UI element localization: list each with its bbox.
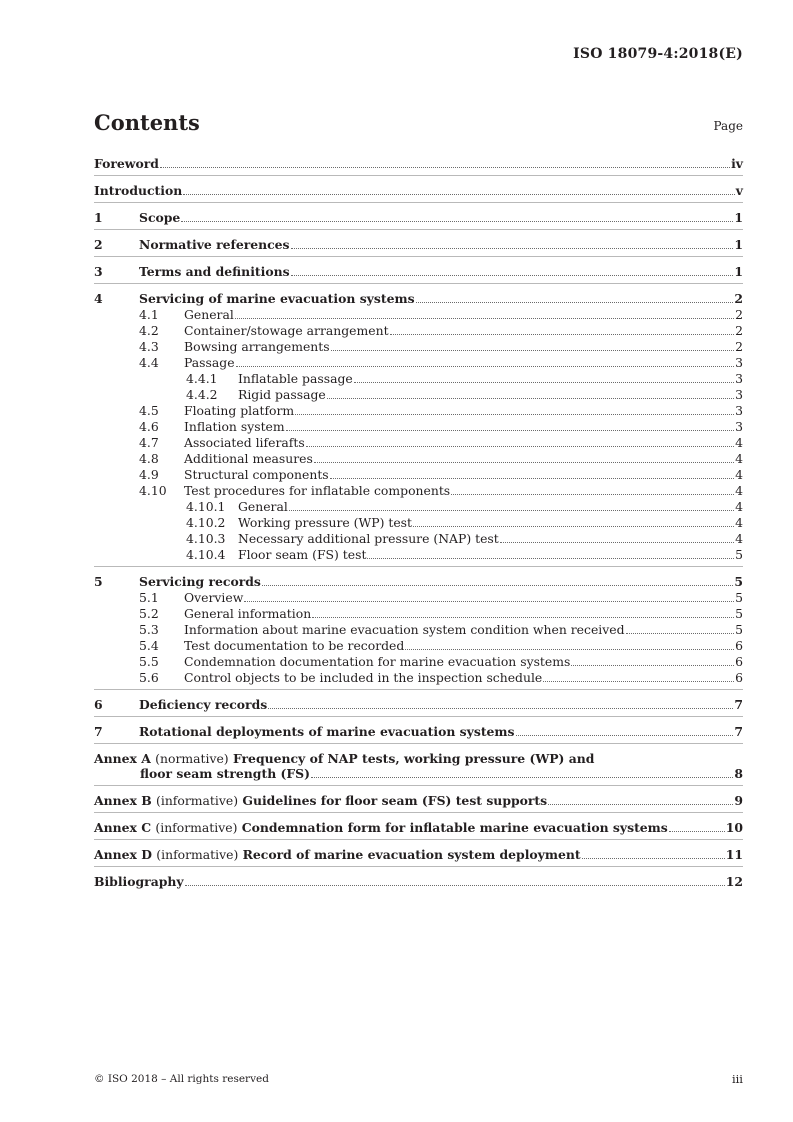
dot-leader: [295, 410, 734, 415]
toc-number: 4.1: [139, 307, 184, 322]
toc-number: 5.5: [139, 654, 184, 669]
toc-title: Normative references: [139, 237, 290, 252]
toc-number: 6: [94, 697, 139, 712]
toc-title: Terms and definitions: [139, 264, 290, 279]
separator: [94, 716, 743, 717]
toc-title: Bibliography: [94, 874, 184, 889]
toc-number: 5: [94, 574, 139, 589]
toc-page: 7: [734, 724, 743, 739]
dot-leader: [543, 677, 734, 682]
toc-page: 5: [735, 547, 743, 562]
toc-title: Scope: [139, 210, 181, 225]
toc-page: 5: [735, 606, 743, 621]
toc-entry-5-4[interactable]: [94, 638, 743, 653]
toc-title: Condemnation documentation for marine evacuation systems: [184, 654, 571, 669]
dot-leader: [306, 442, 734, 447]
toc-title: Overview: [184, 590, 244, 605]
toc-page: 8: [734, 766, 743, 781]
toc-title: Inflatable passage: [238, 371, 353, 386]
annex-label: Annex C: [94, 820, 152, 835]
separator: [94, 866, 743, 867]
toc-number: 5.1: [139, 590, 184, 605]
dot-leader: [354, 378, 734, 383]
toc-title: Deficiency records: [139, 697, 268, 712]
toc-title: General: [238, 499, 288, 514]
toc-title: Necessary additional pressure (NAP) test: [238, 531, 499, 546]
dot-leader: [500, 538, 734, 543]
toc-number: 4.4: [139, 355, 184, 370]
toc-page: 3: [735, 403, 743, 418]
toc-title: Working pressure (WP) test: [238, 515, 413, 530]
dot-leader: [311, 773, 733, 778]
toc-title: [94, 820, 668, 835]
toc-page: 5: [735, 590, 743, 605]
toc-entry-4-6[interactable]: [94, 419, 743, 434]
toc-page: 3: [735, 355, 743, 370]
dot-leader: [582, 854, 725, 859]
toc-number: 5.6: [139, 670, 184, 685]
toc-page: 5: [734, 574, 743, 589]
dot-leader: [331, 346, 735, 351]
toc-number: 3: [94, 264, 139, 279]
toc-title: Rigid passage: [238, 387, 326, 402]
toc-number: 4.3: [139, 339, 184, 354]
toc-entry-4-10-2[interactable]: [94, 515, 743, 530]
toc-number: 4.2: [139, 323, 184, 338]
toc-title: Floating platform: [184, 403, 295, 418]
toc-title: Floor seam (FS) test: [238, 547, 367, 562]
toc-entry-normative-references[interactable]: [94, 237, 743, 252]
dot-leader: [548, 800, 733, 805]
separator: [94, 839, 743, 840]
toc-entry-4-4-1[interactable]: [94, 371, 743, 386]
dot-leader: [312, 613, 734, 618]
toc-page: 4: [735, 515, 743, 530]
toc-page: 1: [734, 237, 743, 252]
toc-entry-4-5[interactable]: [94, 403, 743, 418]
dot-leader: [291, 244, 734, 249]
separator: [94, 566, 743, 567]
toc-entry-4-10-3[interactable]: [94, 531, 743, 546]
toc-number: 4: [94, 291, 139, 306]
toc-page: 6: [735, 670, 743, 685]
separator: [94, 229, 743, 230]
toc-title: Test procedures for inflatable components: [184, 483, 451, 498]
toc-title: Associated liferafts: [184, 435, 305, 450]
toc-page: 10: [725, 820, 743, 835]
dot-leader: [327, 394, 734, 399]
toc-number: 4.10.4: [186, 547, 238, 562]
dot-leader: [571, 661, 734, 666]
toc-page: iv: [731, 156, 743, 171]
toc-title: Information about marine evacuation system condition when received: [184, 622, 625, 637]
toc-entry-section-5[interactable]: [94, 574, 743, 589]
toc-page: 11: [725, 847, 743, 862]
toc-title: General: [184, 307, 234, 322]
dot-leader: [390, 330, 735, 335]
toc-page: 2: [735, 339, 743, 354]
annex-type: (informative): [156, 793, 239, 808]
toc-title: Introduction: [94, 183, 183, 198]
document-id: ISO 18079-4:2018(E): [573, 46, 743, 62]
toc-number: 4.4.2: [186, 387, 238, 402]
toc-entry-annex-d[interactable]: [94, 847, 743, 862]
toc-entry-4-8[interactable]: [94, 451, 743, 466]
toc-entry-4-3[interactable]: [94, 339, 743, 354]
toc-page: 12: [725, 874, 743, 889]
toc-page: 3: [735, 371, 743, 386]
toc-number: 4.10.2: [186, 515, 238, 530]
toc-entry-4-4-2[interactable]: [94, 387, 743, 402]
toc-page: 4: [735, 499, 743, 514]
separator: [94, 175, 743, 176]
annex-label: Annex D: [94, 847, 152, 862]
toc-title: General information: [184, 606, 312, 621]
toc-page: 4: [735, 483, 743, 498]
toc-title: Additional measures: [184, 451, 313, 466]
dot-leader: [286, 426, 734, 431]
toc-page: 6: [735, 654, 743, 669]
toc-number: 5.3: [139, 622, 184, 637]
toc-number: 5.2: [139, 606, 184, 621]
toc-page: 2: [735, 307, 743, 322]
page-number: iii: [731, 1072, 743, 1086]
toc-entry-4-1[interactable]: [94, 307, 743, 322]
toc-title: Rotational deployments of marine evacuation systems: [139, 724, 515, 739]
dot-leader: [235, 314, 734, 319]
annex-label: Annex B: [94, 793, 152, 808]
toc-page: 3: [735, 419, 743, 434]
dot-leader: [669, 827, 725, 832]
dot-leader: [244, 597, 734, 602]
page-title: Contents: [94, 110, 200, 135]
toc-entry-introduction[interactable]: [94, 183, 743, 198]
toc-entry-terms[interactable]: [94, 264, 743, 279]
separator: [94, 689, 743, 690]
toc-page: 4: [735, 435, 743, 450]
annex-type: (normative): [155, 751, 229, 766]
toc-page: 6: [735, 638, 743, 653]
toc-entry-5-6[interactable]: [94, 670, 743, 685]
annex-title: Record of marine evacuation system deployment: [242, 847, 581, 862]
dot-leader: [181, 217, 733, 222]
annex-label: Annex A: [94, 751, 151, 766]
dot-leader: [183, 190, 735, 195]
separator: [94, 202, 743, 203]
toc-title: Structural components: [184, 467, 329, 482]
toc-entry-bibliography[interactable]: [94, 874, 743, 889]
separator: [94, 812, 743, 813]
toc-number: 4.10: [139, 483, 184, 498]
dot-leader: [262, 581, 733, 586]
toc-page: 4: [735, 531, 743, 546]
toc-page: 4: [735, 451, 743, 466]
toc-number: 4.8: [139, 451, 184, 466]
annex-type: (informative): [156, 847, 239, 862]
dot-leader: [413, 522, 734, 527]
toc-entry-4-7[interactable]: [94, 435, 743, 450]
toc-page: 2: [734, 291, 743, 306]
dot-leader: [451, 490, 734, 495]
toc-title: Servicing of marine evacuation systems: [139, 291, 415, 306]
toc-entry-5-5[interactable]: [94, 654, 743, 669]
annex-title: Condemnation form for inflatable marine evacuation systems: [241, 820, 668, 835]
toc-entry-5-2[interactable]: [94, 606, 743, 621]
toc-page: 7: [734, 697, 743, 712]
dot-leader: [289, 506, 734, 511]
page-column-label: Page: [713, 119, 743, 133]
dot-leader: [330, 474, 734, 479]
toc-entry-section-6[interactable]: [94, 697, 743, 712]
toc-entry-foreword[interactable]: [94, 156, 743, 171]
copyright-notice: © ISO 2018 – All rights reserved: [94, 1073, 269, 1085]
annex-a-first-line: [94, 751, 743, 766]
dot-leader: [416, 298, 734, 303]
table-of-contents: [94, 152, 743, 889]
separator: [94, 743, 743, 744]
toc-entry-4-10[interactable]: [94, 483, 743, 498]
dot-leader: [516, 731, 734, 736]
dot-leader: [185, 881, 725, 886]
toc-entry-4-4[interactable]: [94, 355, 743, 370]
toc-entry-section-7[interactable]: [94, 724, 743, 739]
dot-leader: [314, 458, 734, 463]
dot-leader: [236, 362, 735, 367]
toc-number: 1: [94, 210, 139, 225]
toc-page: 1: [734, 210, 743, 225]
toc-entry-annex-c[interactable]: [94, 820, 743, 835]
toc-number: 4.6: [139, 419, 184, 434]
separator: [94, 283, 743, 284]
toc-title: Servicing records: [139, 574, 261, 589]
toc-page: v: [735, 183, 743, 198]
toc-entry-annex-b[interactable]: [94, 793, 743, 808]
toc-number: 4.4.1: [186, 371, 238, 386]
toc-title: Inflation system: [184, 419, 285, 434]
toc-entry-section-4[interactable]: [94, 291, 743, 306]
annex-title-line1: Frequency of NAP tests, working pressure (WP) and: [232, 751, 595, 766]
toc-number: 4.9: [139, 467, 184, 482]
dot-leader: [405, 645, 734, 650]
toc-number: 4.5: [139, 403, 184, 418]
toc-number: 7: [94, 724, 139, 739]
toc-page: 3: [735, 387, 743, 402]
toc-page: 2: [735, 323, 743, 338]
toc-title: Container/stowage arrangement: [184, 323, 389, 338]
toc-entry-4-10-1[interactable]: [94, 499, 743, 514]
toc-title: Bowsing arrangements: [184, 339, 330, 354]
toc-title: Foreword: [94, 156, 159, 171]
toc-entry-4-9[interactable]: [94, 467, 743, 482]
separator: [94, 256, 743, 257]
dot-leader: [160, 163, 730, 168]
toc-entry-4-2[interactable]: [94, 323, 743, 338]
toc-entry-scope[interactable]: [94, 210, 743, 225]
toc-number: 4.7: [139, 435, 184, 450]
toc-page: 5: [735, 622, 743, 637]
toc-page: 4: [735, 467, 743, 482]
toc-number: 4.10.3: [186, 531, 238, 546]
dot-leader: [367, 554, 734, 559]
toc-number: 2: [94, 237, 139, 252]
toc-number: 4.10.1: [186, 499, 238, 514]
toc-entry-5-1[interactable]: [94, 590, 743, 605]
dot-leader: [291, 271, 734, 276]
annex-type: (informative): [155, 820, 238, 835]
separator: [94, 785, 743, 786]
toc-page: 9: [734, 793, 743, 808]
annex-title: Guidelines for floor seam (FS) test supports: [242, 793, 548, 808]
toc-entry-5-3[interactable]: [94, 622, 743, 637]
toc-page: 1: [734, 264, 743, 279]
dot-leader: [626, 629, 735, 634]
toc-number: 5.4: [139, 638, 184, 653]
toc-title: Test documentation to be recorded: [184, 638, 405, 653]
toc-title: Control objects to be included in the inspection schedule: [184, 670, 543, 685]
dot-leader: [268, 704, 733, 709]
toc-title: [94, 793, 547, 808]
annex-title-line2: floor seam strength (FS): [94, 766, 310, 781]
annex-a-second-line: [94, 766, 743, 781]
toc-entry-annex-a[interactable]: [94, 751, 743, 781]
toc-entry-4-10-4[interactable]: [94, 547, 743, 562]
toc-title: [94, 847, 581, 862]
toc-title: Passage: [184, 355, 235, 370]
